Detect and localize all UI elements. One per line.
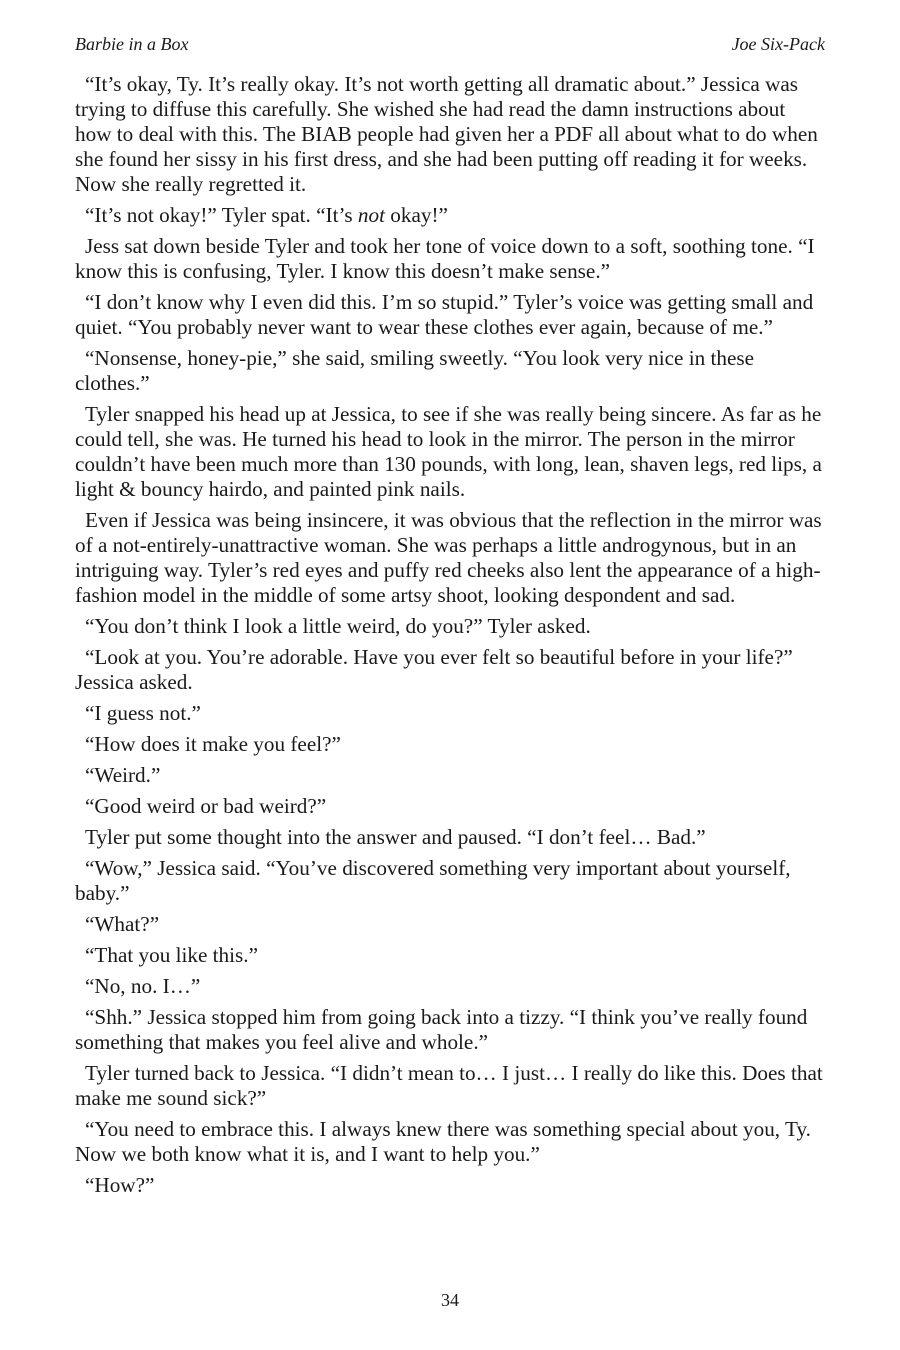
paragraph: “I guess not.” <box>85 701 201 725</box>
page-number: 34 <box>441 1290 459 1310</box>
paragraph: “What?” <box>85 912 160 936</box>
paragraph: “How does it make you feel?” <box>85 732 341 756</box>
paragraph: “Nonsense, honey-pie,” she said, smiling sweetly. “You look very nice in these clothes.” <box>75 346 755 395</box>
paragraph: Tyler snapped his head up at Jessica, to see if she was really being sincere. As far as he could tell, she was. He turned his head to look in the mirror. The person in the mirror couldn’t have been much more than 130 pounds, with long, lean, shaven legs, red lips, a light & bouncy hairdo, and painted pink nails. <box>75 402 822 501</box>
book-title: Barbie in a Box <box>75 34 189 54</box>
paragraph: “That you like this.” <box>85 943 258 967</box>
paragraph: “It’s okay, Ty. It’s really okay. It’s not worth getting all dramatic about.” Jessica was trying to diffuse this carefully. She wished she had read the damn instructions about how to deal with this. The BIAB people had given her a PDF all about what to do when she found her sissy in his first dress, and she had been putting off reading it for weeks. Now she really regretted it. <box>75 72 818 196</box>
paragraph: Jess sat down beside Tyler and took her tone of voice down to a soft, soothing tone. “I know this is confusing, Tyler. I know this doesn’t make sense.” <box>75 234 815 283</box>
paragraph: “No, no. I…” <box>85 974 201 998</box>
running-header <box>75 34 825 60</box>
paragraph: Even if Jessica was being insincere, it was obvious that the reflection in the mirror was of a not-entirely-unattractive woman. She was perhaps a little androgynous, but in an intriguing way. Tyler’s red eyes and puffy red cheeks also lent the appearance of a high-fashion model in the middle of some artsy shoot, looking despondent and sad. <box>75 508 822 607</box>
paragraph: “Look at you. You’re adorable. Have you ever felt so beautiful before in your life?” Jessica asked. <box>75 645 793 694</box>
chapter-title: Joe Six-Pack <box>731 34 825 54</box>
emphasis: not <box>357 203 385 227</box>
paragraph-text: “It’s not okay!” Tyler spat. “It’s <box>85 203 358 227</box>
paragraph: “You don’t think I look a little weird, do you?” Tyler asked. <box>85 614 591 638</box>
paragraph: “I don’t know why I even did this. I’m so stupid.” Tyler’s voice was getting small and quiet. “You probably never want to wear these clothes ever again, because of me.” <box>75 290 814 339</box>
paragraph: “Weird.” <box>85 763 161 787</box>
body-text <box>75 72 825 1204</box>
paragraph: “Wow,” Jessica said. “You’ve discovered something very important about yourself, baby.” <box>75 856 791 905</box>
paragraph: Tyler put some thought into the answer and paused. “I don’t feel… Bad.” <box>85 825 706 849</box>
paragraph: “How?” <box>85 1173 155 1197</box>
paragraph: “Good weird or bad weird?” <box>85 794 327 818</box>
paragraph <box>75 203 825 228</box>
paragraph: Tyler turned back to Jessica. “I didn’t mean to… I just… I really do like this. Does that make me sound sick?” <box>75 1061 823 1110</box>
paragraph: “You need to embrace this. I always knew there was something special about you, Ty. Now we both know what it is, and I want to help you.” <box>75 1117 811 1166</box>
paragraph: “Shh.” Jessica stopped him from going back into a tizzy. “I think you’ve really found something that makes you feel alive and whole.” <box>75 1005 808 1054</box>
paragraph-text: okay!” <box>384 203 448 227</box>
